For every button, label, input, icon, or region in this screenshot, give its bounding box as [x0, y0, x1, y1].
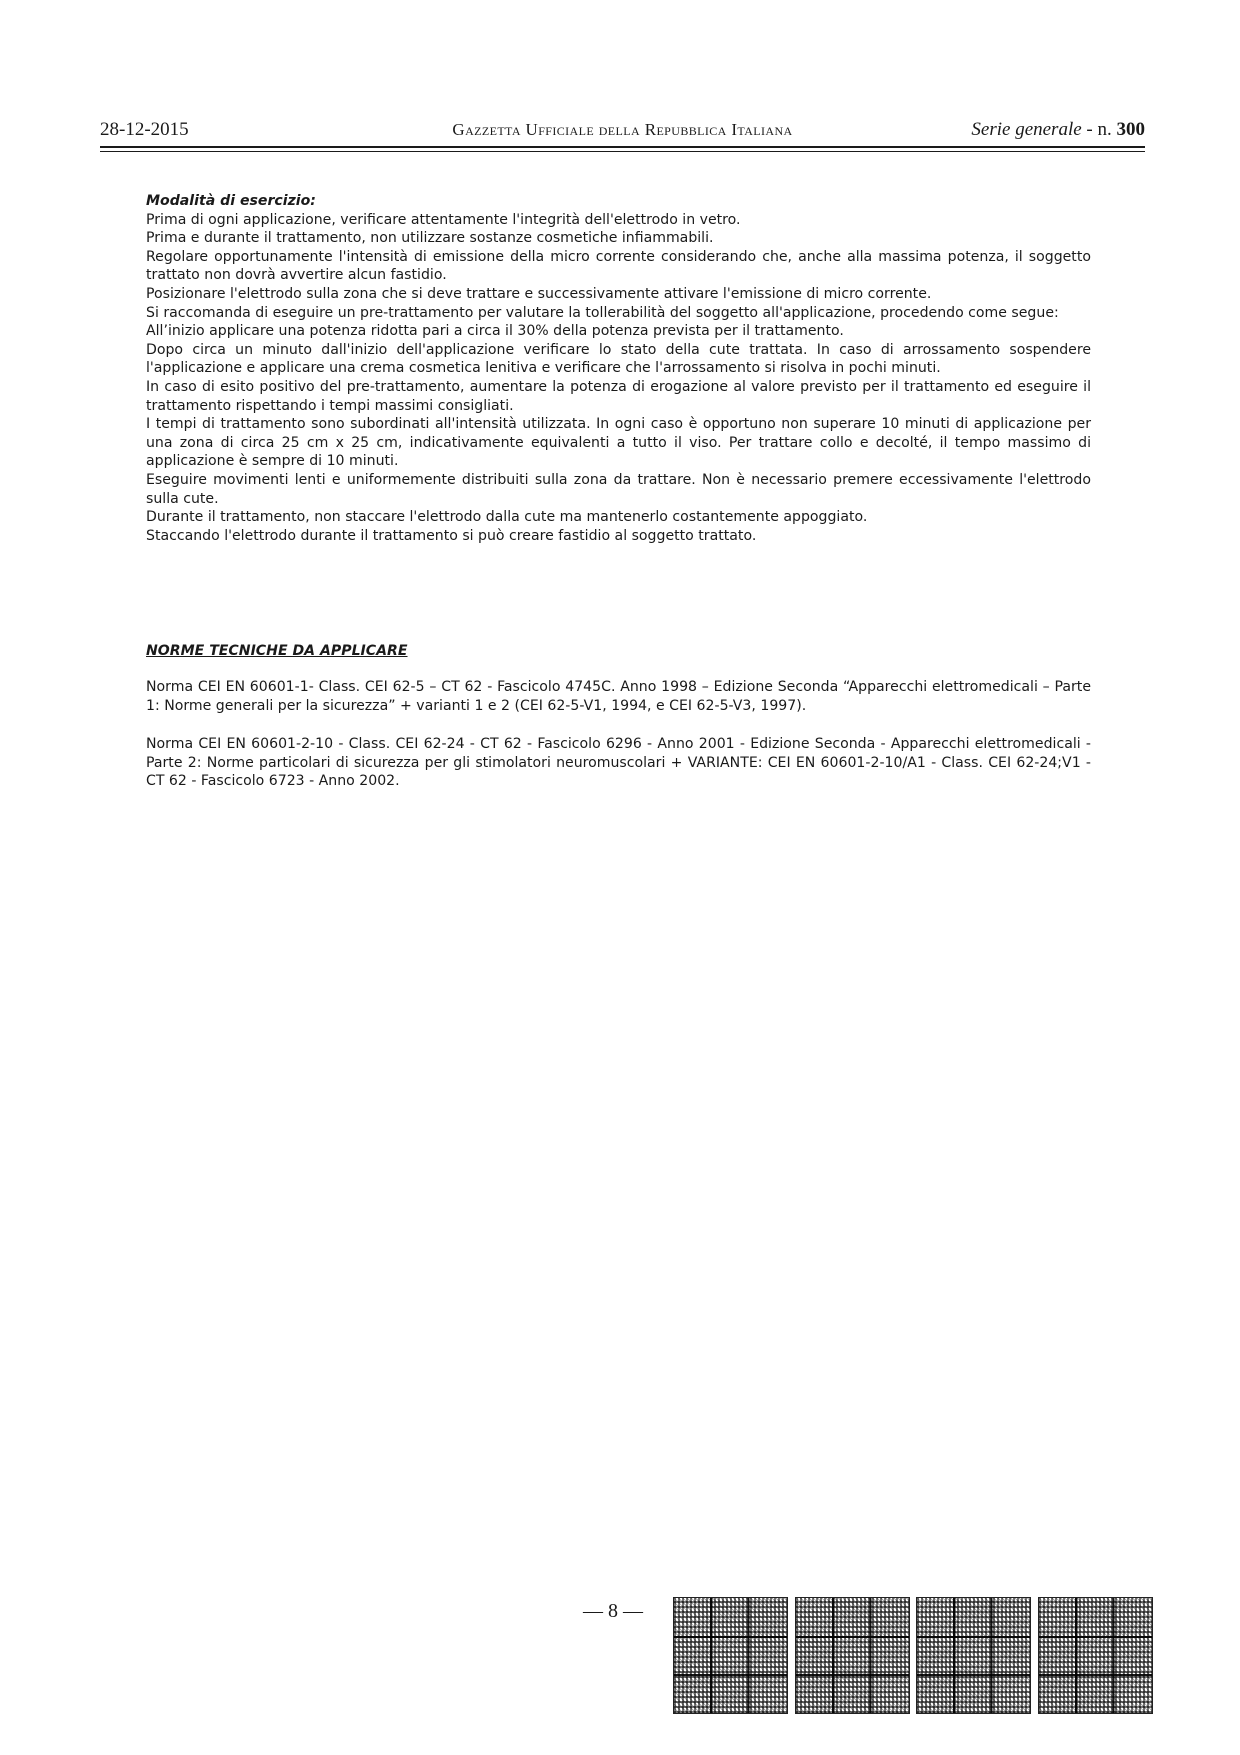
modalita-paragraph: I tempi di trattamento sono subordinati all'intensità utilizzata. In ogni caso è opportuno non superare 10 minuti di applicazione per una zona di circa 25 cm x 25 cm, indicativamente equivalenti a tutto il viso. Per trattare collo e decolté, il tempo massimo di applicazione è sempre di 10 minuti.: [146, 416, 1091, 470]
gazette-title: Gazzetta Ufficiale della Repubblica Italiana: [452, 120, 793, 139]
norme-heading: NORME TECNICHE DA APPLICARE: [146, 643, 408, 659]
modalita-paragraph: All’inizio applicare una potenza ridotta pari a circa il 30% della potenza prevista per il trattamento.: [146, 323, 844, 340]
datamatrix-code-icon: [795, 1597, 910, 1714]
modalita-paragraph: Staccando l'elettrodo durante il trattamento si può creare fastidio al soggetto trattato.: [146, 527, 757, 544]
datamatrix-codes: [673, 1597, 1153, 1714]
header-rule-thick: [100, 146, 1145, 148]
norma-item: Norma CEI EN 60601-1- Class. CEI 62-5 – CT 62 - Fascicolo 4745C. Anno 1998 – Edizione Seconda “Apparecchi elettromedicali – Parte 1: Norme generali per la sicurezza” + varianti 1 e 2 (CEI 62-5-V1, 1994, e CEI 62-5-V3, 1997).: [146, 679, 1091, 714]
modalita-heading: Modalità di esercizio:: [146, 193, 316, 209]
modalita-paragraph: Prima e durante il trattamento, non utilizzare sostanze cosmetiche infiammabili.: [146, 230, 714, 247]
modalita-paragraph: Dopo circa un minuto dall'inizio dell'applicazione verificare lo stato della cute trattata. In caso di arrossamento sospendere l'applicazione e applicare una crema cosmetica lenitiva e verificare che l'arrossamento si risolva in pochi minuti.: [146, 341, 1091, 377]
publication-date: 28-12-2015: [100, 119, 189, 140]
issue-number: 300: [1116, 119, 1145, 140]
modalita-paragraph: Prima di ogni applicazione, verificare attentamente l'integrità dell'elettrodo in vetro.: [146, 211, 741, 228]
norma-item: Norma CEI EN 60601-2-10 - Class. CEI 62-24 - CT 62 - Fascicolo 6296 - Anno 2001 - Edizione Seconda - Apparecchi elettromedicali - Parte 2: Norme particolari di sicurezza per gli stimolatori neuromuscolari + VARIANTE: CEI EN 60601-2-10/A1 - Class. CEI 62-24;V1 - CT 62 - Fascicolo 6723 - Anno 2002.: [146, 736, 1091, 790]
series-label: Serie generale: [971, 119, 1082, 140]
modalita-paragraph: In caso di esito positivo del pre-trattamento, aumentare la potenza di erogazione al valore previsto per il trattamento ed eseguire il trattamento rispettando i tempi massimi consigliati.: [146, 378, 1091, 414]
datamatrix-code-icon: [916, 1597, 1031, 1714]
modalita-section: [146, 192, 1091, 545]
page-header: [100, 119, 1145, 143]
series-separator: - n.: [1081, 119, 1117, 140]
modalita-paragraph: Durante il trattamento, non staccare l'elettrodo dalla cute ma mantenerlo costantemente appoggiato.: [146, 509, 868, 526]
modalita-paragraph: Si raccomanda di eseguire un pre-trattamento per valutare la tollerabilità del soggetto all'applicazione, procedendo come segue:: [146, 304, 1059, 321]
header-rule-thin: [100, 151, 1145, 152]
datamatrix-code-icon: [1038, 1597, 1153, 1714]
page-number: — 8 —: [583, 1600, 643, 1622]
modalita-paragraph: Eseguire movimenti lenti e uniformemente distribuiti sulla zona da trattare. Non è necessario premere eccessivamente l'elettrodo sulla cute.: [146, 471, 1091, 507]
modalita-paragraph: Regolare opportunamente l'intensità di emissione della micro corrente considerando che, anche alla massima potenza, il soggetto trattato non dovrà avvertire alcun fastidio.: [146, 248, 1091, 284]
datamatrix-code-icon: [673, 1597, 788, 1714]
series-info: [971, 119, 1145, 141]
modalita-paragraph: Posizionare l'elettrodo sulla zona che si deve trattare e successivamente attivare l'emissione di micro corrente.: [146, 285, 932, 302]
